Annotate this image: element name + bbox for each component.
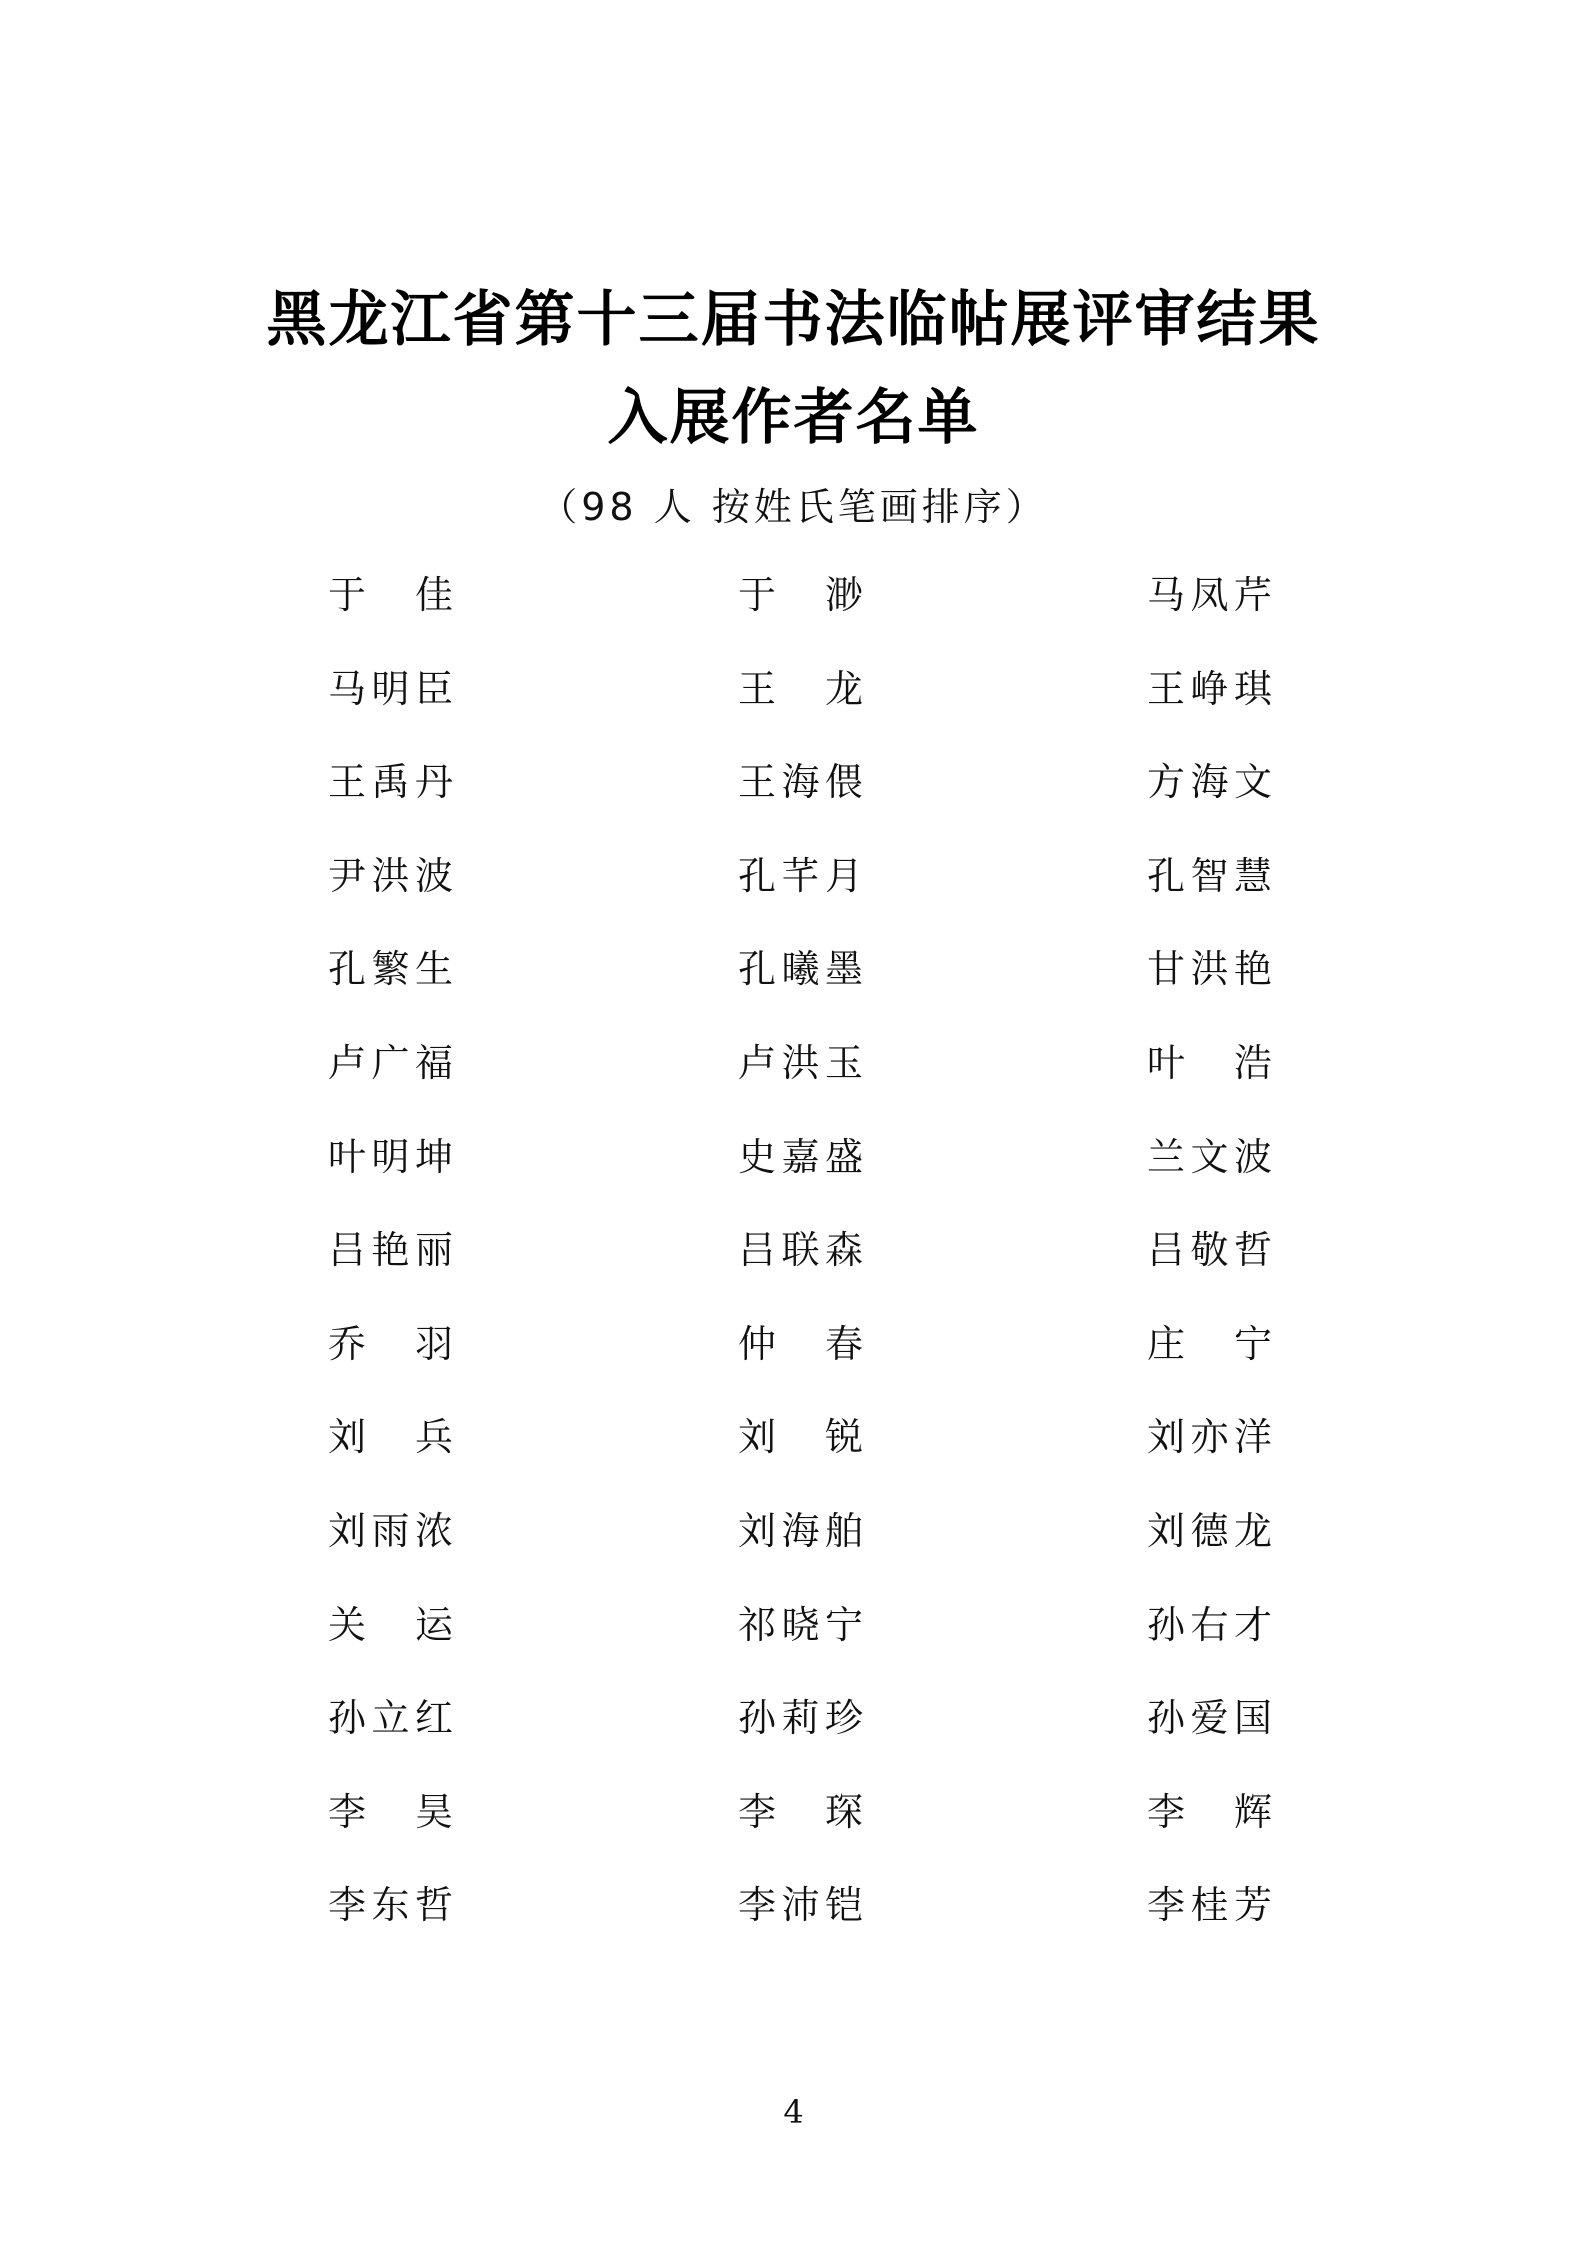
list-item: 甘洪艳 bbox=[1147, 947, 1272, 992]
list-item: 于 渺 bbox=[738, 573, 863, 617]
list-item: 孔智慧 bbox=[1147, 853, 1272, 898]
list-item: 吕联森 bbox=[738, 1228, 863, 1273]
list-item: 刘德龙 bbox=[1147, 1509, 1272, 1553]
list-item: 王禹丹 bbox=[328, 760, 453, 805]
list-item: 兰文波 bbox=[1147, 1134, 1272, 1179]
list-item: 史嘉盛 bbox=[738, 1134, 863, 1179]
list-item: 孙右才 bbox=[1147, 1602, 1272, 1647]
list-item: 王 龙 bbox=[738, 666, 863, 711]
list-item: 刘 锐 bbox=[738, 1415, 863, 1460]
list-item: 李 琛 bbox=[738, 1789, 863, 1834]
list-item: 孙莉珍 bbox=[738, 1696, 863, 1741]
list-item: 孙爱国 bbox=[1147, 1696, 1272, 1741]
list-item: 李 辉 bbox=[1147, 1789, 1272, 1834]
list-item: 庄 宁 bbox=[1147, 1321, 1272, 1366]
list-item: 刘海舶 bbox=[738, 1509, 863, 1553]
list-item: 刘 兵 bbox=[328, 1415, 453, 1460]
list-item: 李东哲 bbox=[328, 1883, 453, 1928]
list-item: 乔 羽 bbox=[328, 1321, 453, 1366]
list-item: 于 佳 bbox=[328, 573, 453, 617]
list-item: 吕敬哲 bbox=[1147, 1228, 1272, 1273]
list-item: 李桂芳 bbox=[1147, 1883, 1272, 1928]
list-item: 吕艳丽 bbox=[328, 1228, 453, 1273]
list-item: 孔繁生 bbox=[328, 947, 453, 992]
list-item: 刘亦洋 bbox=[1147, 1415, 1272, 1460]
list-item: 李沛铠 bbox=[738, 1883, 863, 1928]
list-item: 孔芊月 bbox=[738, 853, 863, 898]
page-title-line2: 入展作者名单 bbox=[607, 383, 980, 453]
list-item: 卢洪玉 bbox=[738, 1041, 863, 1085]
list-item: 尹洪波 bbox=[328, 853, 453, 898]
page-title-line1: 黑龙江省第十三届书法临帖展评审结果 bbox=[266, 285, 1321, 355]
list-item: 叶明坤 bbox=[328, 1134, 453, 1179]
list-item: 祁晓宁 bbox=[738, 1602, 863, 1647]
list-item: 卢广福 bbox=[328, 1041, 453, 1085]
list-item: 关 运 bbox=[328, 1602, 453, 1647]
list-item: 仲 春 bbox=[738, 1321, 863, 1366]
list-item: 孙立红 bbox=[328, 1696, 453, 1741]
list-item: 王峥琪 bbox=[1147, 666, 1272, 711]
list-item: 方海文 bbox=[1147, 760, 1272, 805]
page-number: 4 bbox=[783, 2093, 804, 2131]
list-item: 马明臣 bbox=[328, 666, 453, 711]
list-item: 叶 浩 bbox=[1147, 1041, 1272, 1085]
page-subtitle: （98 人 按姓氏笔画排序） bbox=[539, 485, 1048, 529]
list-item: 马凤芹 bbox=[1147, 573, 1272, 617]
list-item: 王海偎 bbox=[738, 760, 863, 805]
list-item: 孔曦墨 bbox=[738, 947, 863, 992]
list-item: 李 昊 bbox=[328, 1789, 453, 1834]
list-item: 刘雨浓 bbox=[328, 1509, 453, 1553]
